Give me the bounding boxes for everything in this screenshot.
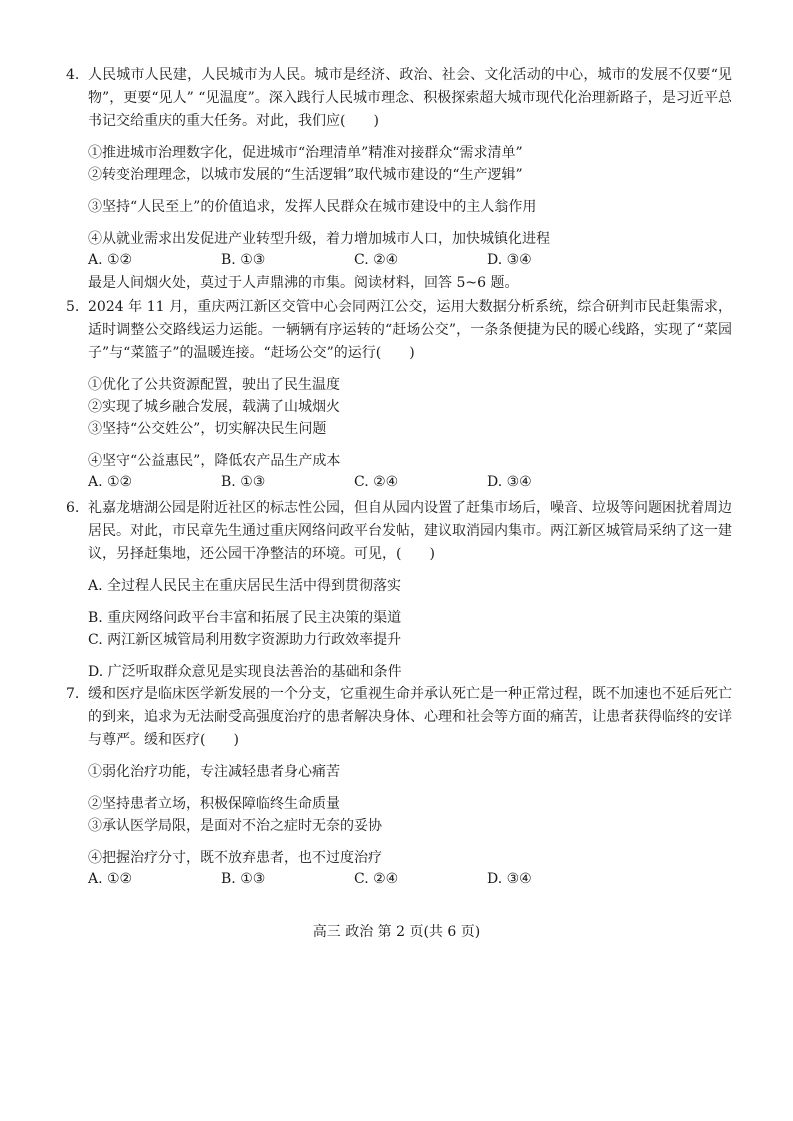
question-stem <box>66 64 732 133</box>
choice-a: A. ①② <box>88 871 133 887</box>
question-stem <box>66 683 732 752</box>
choice-a: A. ①② <box>88 474 133 490</box>
option-d: D. 广泛听取群众意见是实现良法善治的基础和条件 <box>88 664 402 680</box>
choice-d: D. ③④ <box>487 474 532 490</box>
material-intro: 最是人间烟火处，莫过于人声鼎沸的市集。阅读材料，回答 5~6 题。 <box>88 275 519 291</box>
option-a: A. 全过程人民民主在重庆居民生活中得到贯彻落实 <box>88 578 402 594</box>
question-stem <box>66 296 732 365</box>
choice-d: D. ③④ <box>487 252 532 268</box>
choice-c: C. ②④ <box>354 252 399 268</box>
question-number: 7. <box>66 686 80 702</box>
question-text: 缓和医疗是临床医学新发展的一个分支，它重视生命并承认死亡是一种正常过程，既不加速也不延后死亡的到来，追求为无法耐受高强度治疗的患者解决身体、心理和社会等方面的痛苦，让患者获得临终的安详与尊严。缓和医疗( ) <box>88 686 732 748</box>
option-1: ①推进城市治理数字化，促进城市“治理清单”精准对接群众“需求清单” <box>88 145 523 161</box>
question-number: 6. <box>66 500 80 516</box>
option-c: C. 两江新区城管局利用数字资源助力行政效率提升 <box>88 632 402 648</box>
choice-c: C. ②④ <box>354 871 399 887</box>
answer-choices <box>66 472 732 492</box>
option-4: ④坚守“公益惠民”，降低农产品生产成本 <box>88 453 341 469</box>
option-3: ③坚持“人民至上”的价值追求，发挥人民群众在城市建设中的主人翁作用 <box>88 199 537 215</box>
question-stem <box>66 497 732 566</box>
choice-b: B. ①③ <box>221 871 266 887</box>
question-text: 人民城市人民建，人民城市为人民。城市是经济、政治、社会、文化活动的中心，城市的发展不仅要“见物”，更要“见人” “见温度”。深入践行人民城市理念、积极探索超大城市现代化治理新路子，是习近平总书记交给重庆的重大任务。对此，我们应( ) <box>88 67 732 129</box>
question-4 <box>66 64 732 270</box>
choice-b: B. ①③ <box>221 474 266 490</box>
option-4: ④把握治疗分寸，既不放弃患者，也不过度治疗 <box>88 850 382 866</box>
question-text: 2024 年 11 月，重庆两江新区交管中心会同两江公交，运用大数据分析系统，综合研判市民赶集需求，适时调整公交路线运力运能。一辆辆有序运转的“赶场公交”，一条条便捷为民的暖心线路，实现了“菜园子”与“菜篮子”的温暖连接。“赶场公交”的运行( ) <box>88 299 732 361</box>
question-text: 礼嘉龙塘湖公园是附近社区的标志性公园，但自从园内设置了赶集市场后，噪音、垃圾等问题困扰着周边居民。对此，市民章先生通过重庆网络问政平台发帖，建议取消园内集市。两江新区城管局采纳了这一建议，另择赶集地，还公园干净整洁的环境。可见，( ) <box>88 500 732 562</box>
choice-c: C. ②④ <box>354 474 399 490</box>
option-1: ①优化了公共资源配置，驶出了民生温度 <box>88 377 340 393</box>
option-2: ②转变治理理念，以城市发展的“生活逻辑”取代城市建设的“生产逻辑” <box>88 167 523 183</box>
question-7 <box>66 683 732 889</box>
option-2: ②实现了城乡融合发展，载满了山城烟火 <box>88 399 340 415</box>
question-6 <box>66 497 732 683</box>
question-number: 5. <box>66 299 80 315</box>
option-3: ③承认医学局限，是面对不治之症时无奈的妥协 <box>88 818 382 834</box>
choice-b: B. ①③ <box>221 252 266 268</box>
question-number: 4. <box>66 67 80 83</box>
option-4: ④从就业需求出发促进产业转型升级，着力增加城市人口，加快城镇化进程 <box>88 231 550 247</box>
option-3: ③坚持“公交姓公”，切实解决民生问题 <box>88 421 327 437</box>
question-5 <box>66 296 732 492</box>
option-2: ②坚持患者立场，积极保障临终生命质量 <box>88 796 340 812</box>
answer-choices <box>66 869 732 889</box>
choice-d: D. ③④ <box>487 871 532 887</box>
option-b: B. 重庆网络问政平台丰富和拓展了民主决策的渠道 <box>88 610 402 626</box>
page-footer: 高三 政治 第 2 页(共 6 页) <box>312 924 481 940</box>
choice-a: A. ①② <box>88 252 133 268</box>
option-1: ①弱化治疗功能，专注减轻患者身心痛苦 <box>88 764 340 780</box>
answer-choices <box>66 250 732 270</box>
